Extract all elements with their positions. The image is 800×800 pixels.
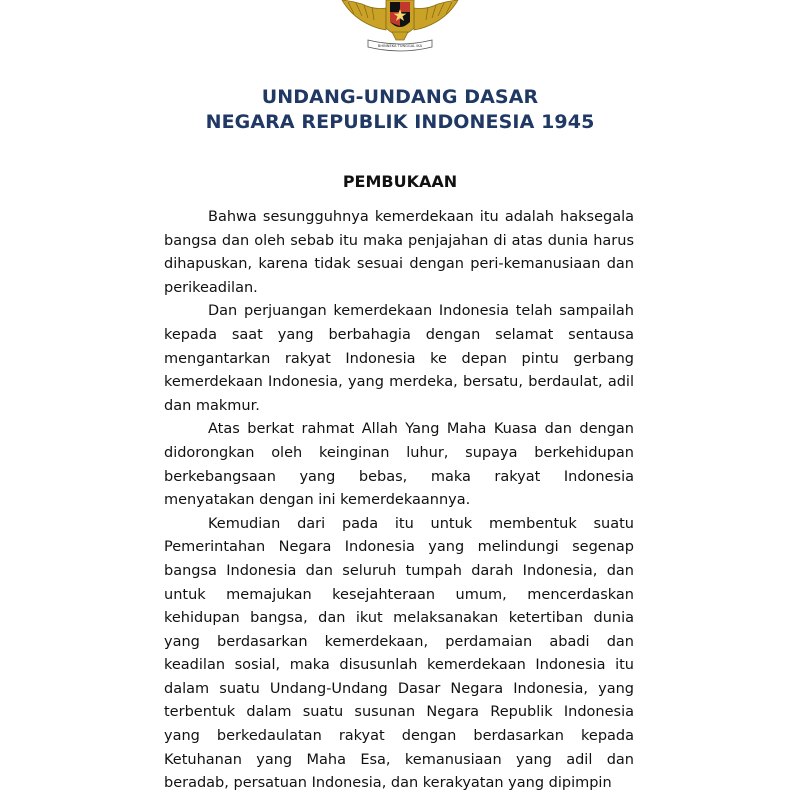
preamble-body <box>164 206 634 796</box>
paragraph: Atas berkat rahmat Allah Yang Maha Kuasa dan dengan didorongkan oleh keinginan luhur, supaya berkehidupan berkebangsaan yang bebas, maka rakyat Indonesia menyatakan dengan ini kemerdekaannya. <box>164 421 634 509</box>
paragraph: Bahwa sesungguhnya kemerdekaan itu adalah haksegala bangsa dan oleh sebab itu maka penjajahan di atas dunia harus dihapuskan, karena tidak sesuai dengan peri-kemanusiaan dan perikeadilan. <box>164 209 634 296</box>
document-title-line-2: NEGARA REPUBLIK INDONESIA 1945 <box>205 111 595 133</box>
paragraph: Kemudian dari pada itu untuk membentuk suatu Pemerintahan Negara Indonesia yang melindungi segenap bangsa Indonesia dan seluruh tumpah darah Indonesia, dan untuk memajukan kesejahteraan umum, mencerdaskan kehidupan bangsa, dan ikut melaksanakan ketertiban dunia yang berdasarkan kemerdekaan, perdamaian abadi dan keadilan sosial, maka disusunlah kemerdekaan Indonesia itu dalam suatu Undang-Undang Dasar Negara Indonesia, yang terbentuk dalam suatu susunan Negara Republik Indonesia yang berkedaulatan rakyat dengan berdasarkan kepada Ketuhanan yang Maha Esa, kemanusiaan yang adil dan beradab, persatuan Indonesia, dan kerakyatan yang dipimpin <box>164 515 634 792</box>
document-title-line-1: UNDANG-UNDANG DASAR <box>261 86 539 108</box>
section-heading: PEMBUKAAN <box>342 172 458 191</box>
paragraph: Dan perjuangan kemerdekaan Indonesia telah sampailah kepada saat yang berbahagia dengan selamat sentausa mengantarkan rakyat Indonesia ke depan pintu gerbang kemerdekaan Indonesia, yang merdeka, bersatu, berdaulat, adil dan makmur. <box>164 303 634 414</box>
svg-text:BHINNEKA TUNGGAL IKA: BHINNEKA TUNGGAL IKA <box>377 44 423 48</box>
garuda-emblem-icon <box>334 0 466 52</box>
